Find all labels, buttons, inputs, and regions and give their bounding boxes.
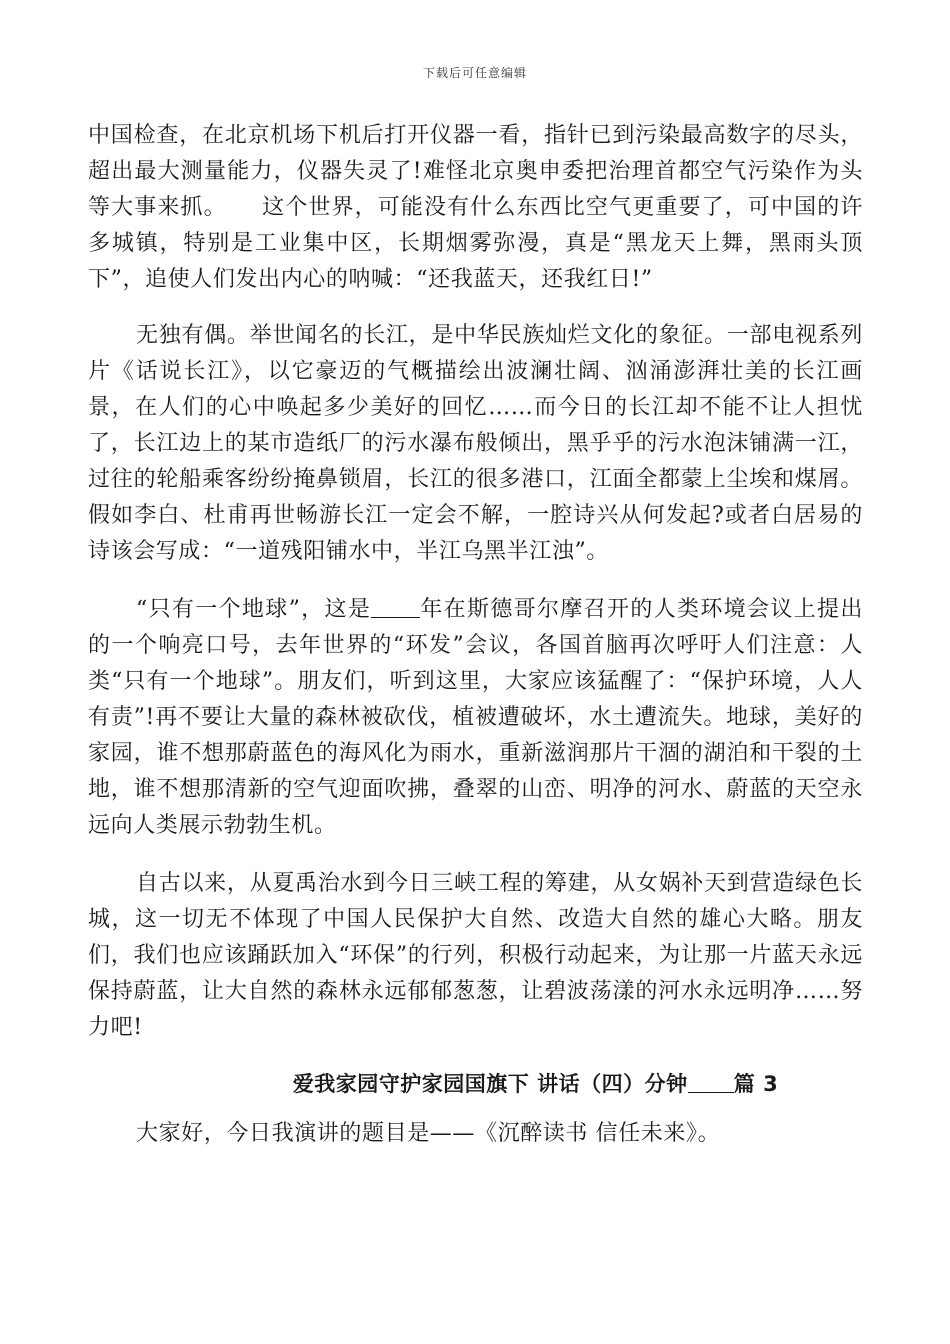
title-blank [688,1071,734,1093]
paragraph-1: 中国检查，在北京机场下机后打开仪器一看，指针已到污染最高数字的尽头，超出最大测量能力，仪器失灵了!难怪北京奥申委把治理首都空气污染作为头等大事来抓。 这个世界，可能没有什么东西比空气更重要了，可中国的许多城镇，特别是工业集中区，长期烟雾弥漫，真是“黑龙天上舞，黑雨头顶下”，追使人们发出内心的呐喊：“还我蓝天，还我红日!” [88,123,863,292]
paragraph-3 [88,592,863,844]
section-title [88,1068,863,1098]
year-blank [371,595,419,618]
section-title-main: 爱我家园守护家园国旗下 讲话（四）分钟 [292,1072,688,1096]
paragraph-5: 大家好，今日我演讲的题目是——《沉醉读书 信任未来》。 [136,1121,721,1146]
paragraph-3-rest: 年在斯德哥尔摩召开的人类环境会议上提出的一个响亮口号，去年世界的“环发”会议，各国首脑再次呼吁人们注意：人类“只有一个地球”。朋友们，听到这里，大家应该猛醒了：“保护环境，人人有责”!再不要让大量的森林被砍伐，植被遭破坏，水土遭流失。地球，美好的家园，谁不想那蔚蓝色的海风化为雨水，重新滋润那片干涸的湖泊和干裂的土地，谁不想那清新的空气迎面吹拂，叠翠的山峦、明净的河水、蔚蓝的天空永远向人类展示勃勃生机。 [88,597,863,838]
section-title-number: 篇 3 [733,1072,779,1096]
header-note: 下载后可任意编辑 [422,66,527,80]
paragraph-3-lead: “只有一个地球”，这是 [136,597,372,622]
paragraph-2: 无独有偶。举世闻名的长江，是中华民族灿烂文化的象征。一部电视系列片《话说长江》，以它豪迈的气概描绘出波澜壮阔、汹涌澎湃壮美的长江画景，在人们的心中唤起多少美好的回忆……而今日的长江却不能不让人担忧了，长江边上的某市造纸厂的污水瀑布般倾出，黑乎乎的污水泡沫铺满一江，过往的轮船乘客纷纷掩鼻锁眉，长江的很多港口，江面全都蒙上尘埃和煤屑。假如李白、杜甫再世畅游长江一定会不解，一腔诗兴从何发起?或者白居易的诗该会写成：“一道残阳铺水中，半江乌黑半江浊”。 [88,323,863,564]
paragraph-4: 自古以来，从夏禹治水到今日三峡工程的筹建，从女娲补天到营造绿色长城，这一切无不体现了中国人民保护大自然、改造大自然的雄心大略。朋友们，我们也应该踊跃加入“环保”的行列，积极行动起来，为让那一片蓝天永远保持蔚蓝，让大自然的森林永远郁郁葱葱，让碧波荡漾的河水永远明净……努力吧! [88,871,863,1040]
document-body [88,118,863,1174]
